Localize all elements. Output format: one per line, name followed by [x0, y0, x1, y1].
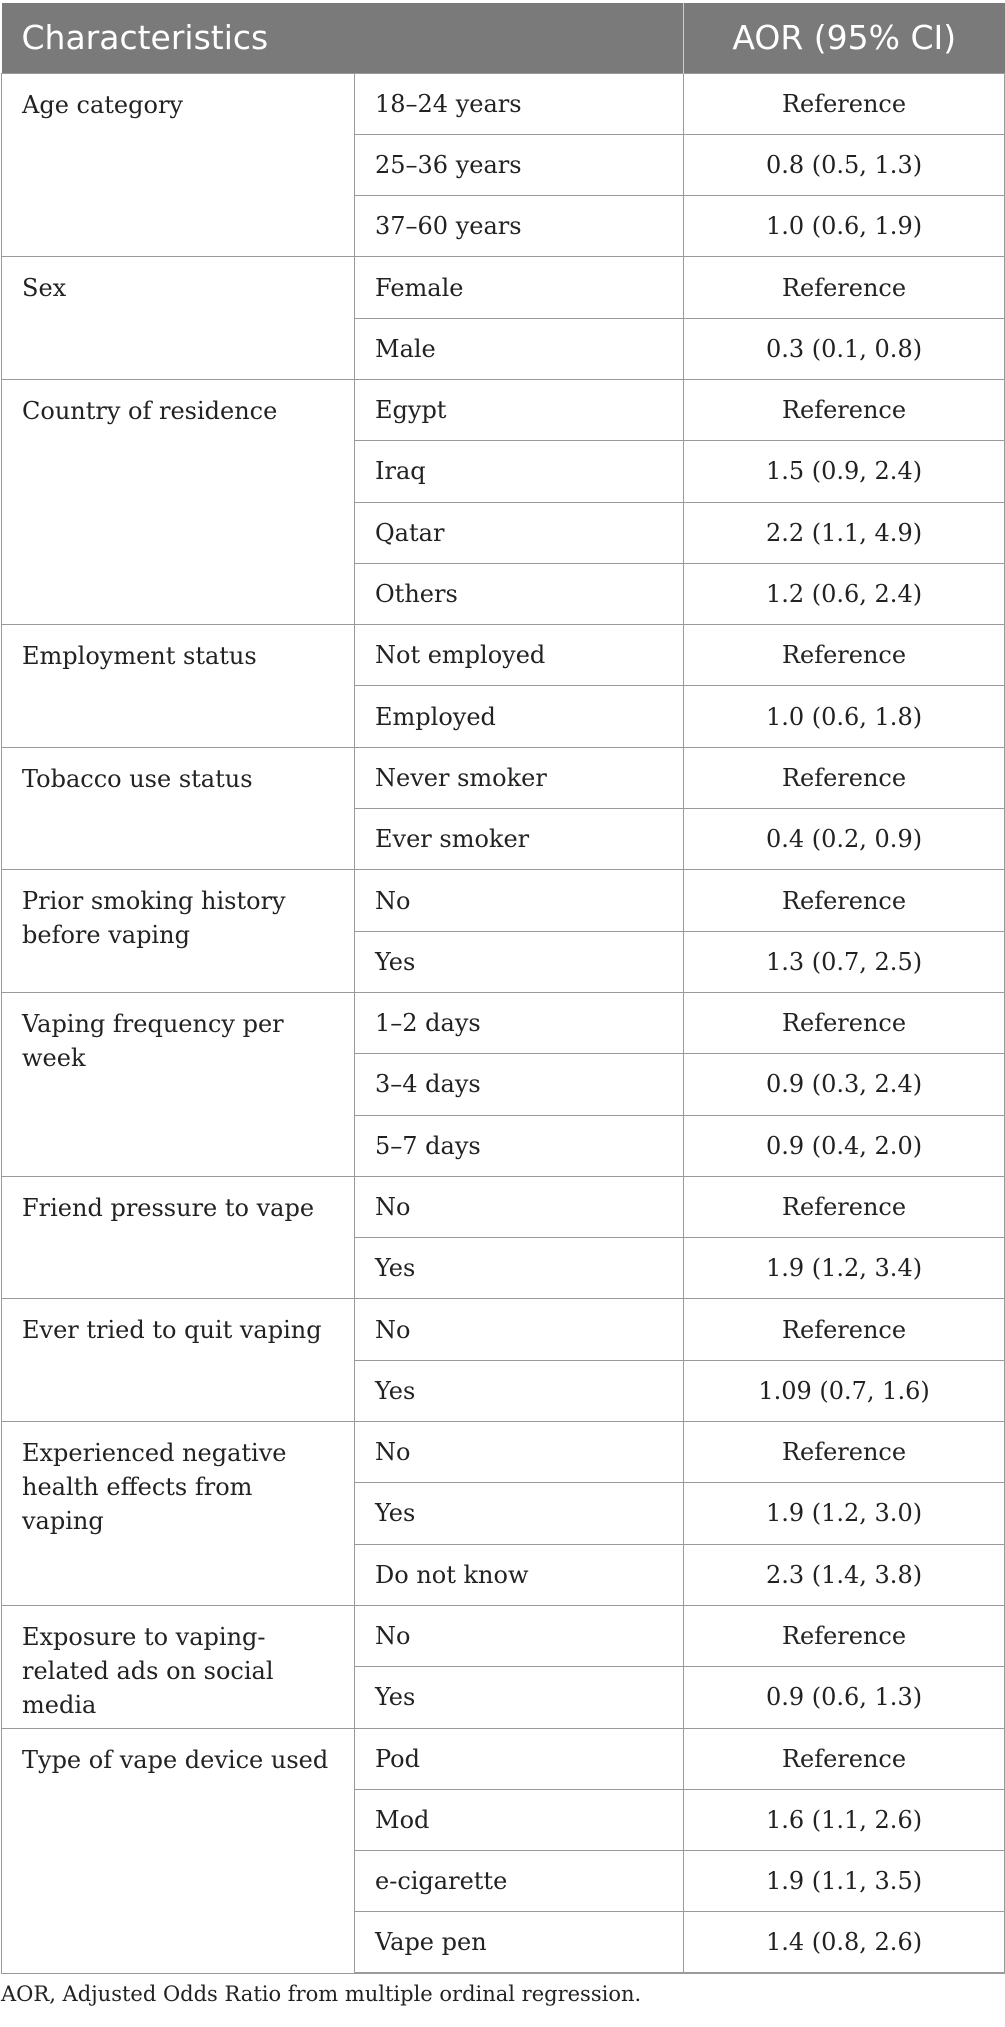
table-row — [2, 1176, 1005, 1237]
table-row — [2, 1422, 1005, 1483]
aor-cell: Reference — [684, 1728, 1005, 1789]
level-cell: 3–4 days — [355, 1054, 684, 1115]
level-cell: Others — [355, 563, 684, 624]
level-cell: No — [355, 1422, 684, 1483]
level-cell: Yes — [355, 1238, 684, 1299]
characteristic-cell: Experienced negative health effects from vaping — [2, 1422, 355, 1606]
aor-cell: 1.4 (0.8, 2.6) — [684, 1912, 1005, 1973]
table-row — [2, 625, 1005, 686]
aor-cell: 1.0 (0.6, 1.9) — [684, 196, 1005, 257]
level-cell: Yes — [355, 1667, 684, 1728]
level-cell: Qatar — [355, 502, 684, 563]
aor-cell: 1.3 (0.7, 2.5) — [684, 931, 1005, 992]
table-footnote: AOR, Adjusted Odds Ratio from multiple ordinal regression. — [1, 1982, 642, 2006]
table-row — [2, 379, 1005, 440]
aor-cell: Reference — [684, 1299, 1005, 1360]
aor-cell: Reference — [684, 257, 1005, 318]
level-cell: Employed — [355, 686, 684, 747]
table-row — [2, 1605, 1005, 1666]
level-cell: Pod — [355, 1728, 684, 1789]
aor-cell: Reference — [684, 379, 1005, 440]
level-cell: 25–36 years — [355, 134, 684, 195]
aor-cell: 2.2 (1.1, 4.9) — [684, 502, 1005, 563]
aor-cell: 0.8 (0.5, 1.3) — [684, 134, 1005, 195]
aor-cell: 0.9 (0.3, 2.4) — [684, 1054, 1005, 1115]
table-row — [2, 870, 1005, 931]
level-cell: No — [355, 1176, 684, 1237]
aor-cell: Reference — [684, 992, 1005, 1053]
aor-cell: 0.3 (0.1, 0.8) — [684, 318, 1005, 379]
level-cell: Ever smoker — [355, 809, 684, 870]
characteristic-cell: Employment status — [2, 625, 355, 748]
level-cell: Mod — [355, 1789, 684, 1850]
level-cell: 1–2 days — [355, 992, 684, 1053]
level-cell: Yes — [355, 1360, 684, 1421]
aor-cell: Reference — [684, 1422, 1005, 1483]
table-row — [2, 747, 1005, 808]
characteristic-cell: Exposure to vaping-related ads on social media — [2, 1605, 355, 1728]
aor-cell: Reference — [684, 1176, 1005, 1237]
table-row — [2, 1299, 1005, 1360]
results-table — [1, 3, 1005, 1974]
table-row — [2, 992, 1005, 1053]
aor-cell: 1.9 (1.2, 3.4) — [684, 1238, 1005, 1299]
table-row — [2, 73, 1005, 134]
aor-cell: Reference — [684, 1605, 1005, 1666]
characteristic-cell: Vaping frequency per week — [2, 992, 355, 1176]
header-aor: AOR (95% CI) — [684, 3, 1005, 73]
aor-cell: 0.9 (0.6, 1.3) — [684, 1667, 1005, 1728]
level-cell: No — [355, 1605, 684, 1666]
characteristic-cell: Age category — [2, 73, 355, 257]
aor-cell: 1.0 (0.6, 1.8) — [684, 686, 1005, 747]
table-row — [2, 1728, 1005, 1789]
aor-cell: 1.09 (0.7, 1.6) — [684, 1360, 1005, 1421]
level-cell: Female — [355, 257, 684, 318]
level-cell: Do not know — [355, 1544, 684, 1605]
level-cell: Yes — [355, 1483, 684, 1544]
aor-cell: 1.5 (0.9, 2.4) — [684, 441, 1005, 502]
level-cell: 18–24 years — [355, 73, 684, 134]
header-row — [2, 3, 1005, 73]
level-cell: Male — [355, 318, 684, 379]
level-cell: Vape pen — [355, 1912, 684, 1973]
level-cell: Egypt — [355, 379, 684, 440]
aor-cell: 0.9 (0.4, 2.0) — [684, 1115, 1005, 1176]
characteristic-cell: Country of residence — [2, 379, 355, 624]
header-characteristics: Characteristics — [2, 3, 684, 73]
aor-cell: Reference — [684, 747, 1005, 808]
level-cell: Not employed — [355, 625, 684, 686]
aor-cell: 1.9 (1.1, 3.5) — [684, 1851, 1005, 1912]
aor-cell: 1.6 (1.1, 2.6) — [684, 1789, 1005, 1850]
aor-cell: Reference — [684, 870, 1005, 931]
characteristic-cell: Ever tried to quit vaping — [2, 1299, 355, 1422]
characteristic-cell: Tobacco use status — [2, 747, 355, 870]
results-table-container — [1, 3, 1004, 1974]
characteristic-cell: Sex — [2, 257, 355, 380]
level-cell: 37–60 years — [355, 196, 684, 257]
aor-cell: 2.3 (1.4, 3.8) — [684, 1544, 1005, 1605]
level-cell: Never smoker — [355, 747, 684, 808]
level-cell: 5–7 days — [355, 1115, 684, 1176]
level-cell: No — [355, 1299, 684, 1360]
aor-cell: 1.2 (0.6, 2.4) — [684, 563, 1005, 624]
aor-cell: Reference — [684, 625, 1005, 686]
level-cell: No — [355, 870, 684, 931]
level-cell: e-cigarette — [355, 1851, 684, 1912]
level-cell: Yes — [355, 931, 684, 992]
aor-cell: 1.9 (1.2, 3.0) — [684, 1483, 1005, 1544]
characteristic-cell: Friend pressure to vape — [2, 1176, 355, 1299]
level-cell: Iraq — [355, 441, 684, 502]
aor-cell: Reference — [684, 73, 1005, 134]
characteristic-cell: Type of vape device used — [2, 1728, 355, 1973]
characteristic-cell: Prior smoking history before vaping — [2, 870, 355, 993]
table-row — [2, 257, 1005, 318]
aor-cell: 0.4 (0.2, 0.9) — [684, 809, 1005, 870]
